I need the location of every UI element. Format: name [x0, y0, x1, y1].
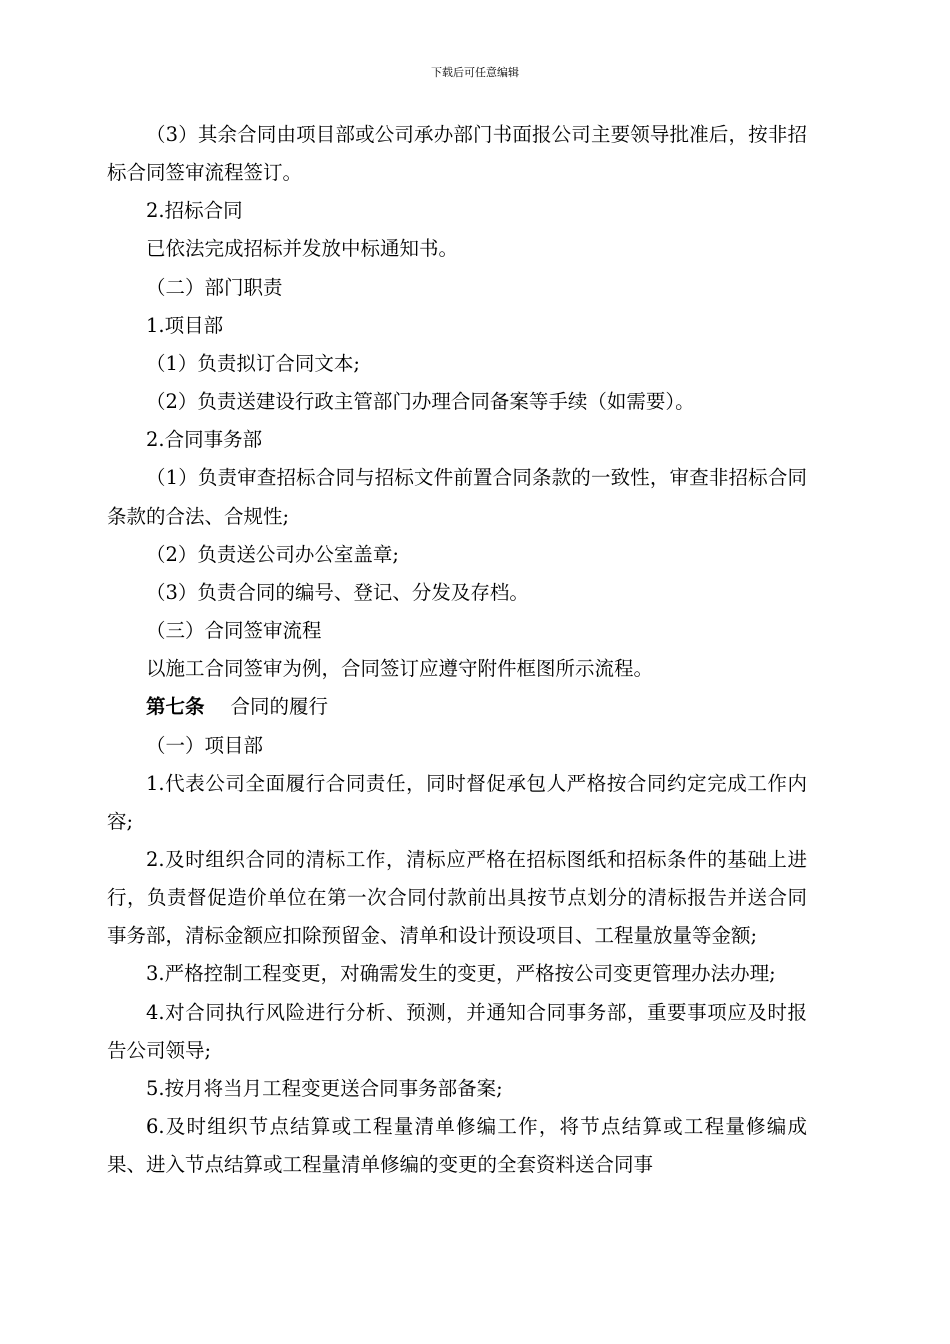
paragraph: 以施工合同签审为例，合同签订应遵守附件框图所示流程。: [146, 657, 654, 681]
article-title: 合同的履行: [230, 695, 329, 719]
paragraph: 1.代表公司全面履行合同责任，同时督促承包人严格按合同约定完成工作内容;: [107, 771, 807, 833]
paragraph: 4.对合同执行风险进行分析、预测，并通知合同事务部，重要事项应及时报告公司领导;: [107, 1000, 807, 1062]
paragraph: （3）负责合同的编号、登记、分发及存档。: [146, 580, 529, 604]
paragraph: （2）负责送公司办公室盖章;: [146, 542, 399, 566]
document-body: [107, 116, 807, 1184]
paragraph: 1.项目部: [146, 313, 224, 337]
paragraph: 2.合同事务部: [146, 428, 263, 452]
paragraph: 5.按月将当月工程变更送合同事务部备案;: [146, 1076, 503, 1100]
section-heading: （二）部门职责: [146, 275, 283, 299]
paragraph: 已依法完成招标并发放中标通知书。: [146, 237, 459, 261]
paragraph: （1）负责审查招标合同与招标文件前置合同条款的一致性，审查非招标合同条款的合法、合规性;: [107, 466, 807, 528]
section-heading: （三）合同签审流程: [146, 619, 322, 643]
article-heading: [107, 688, 807, 726]
paragraph: 3.严格控制工程变更，对确需发生的变更，严格按公司变更管理办法办理;: [146, 962, 776, 986]
paragraph: （1）负责拟订合同文本;: [146, 351, 360, 375]
paragraph: 6.及时组织节点结算或工程量清单修编工作，将节点结算或工程量修编成果、进入节点结算或工程量清单修编的变更的全套资料送合同事: [107, 1115, 807, 1177]
page-header: 下载后可任意编辑: [431, 66, 519, 79]
paragraph: （3）其余合同由项目部或公司承办部门书面报公司主要领导批准后，按非招标合同签审流程签订。: [107, 123, 807, 185]
paragraph: （2）负责送建设行政主管部门办理合同备案等手续（如需要）。: [146, 390, 695, 414]
paragraph: 2.招标合同: [146, 199, 243, 223]
section-heading: （一）项目部: [146, 733, 264, 757]
article-number: 第七条: [146, 695, 205, 719]
paragraph: 2.及时组织合同的清标工作，清标应严格在招标图纸和招标条件的基础上进行，负责督促造价单位在第一次合同付款前出具按节点划分的清标报告并送合同事务部，清标金额应扣除预留金、清单和设计预设项目、工程量放量等金额;: [107, 847, 807, 948]
